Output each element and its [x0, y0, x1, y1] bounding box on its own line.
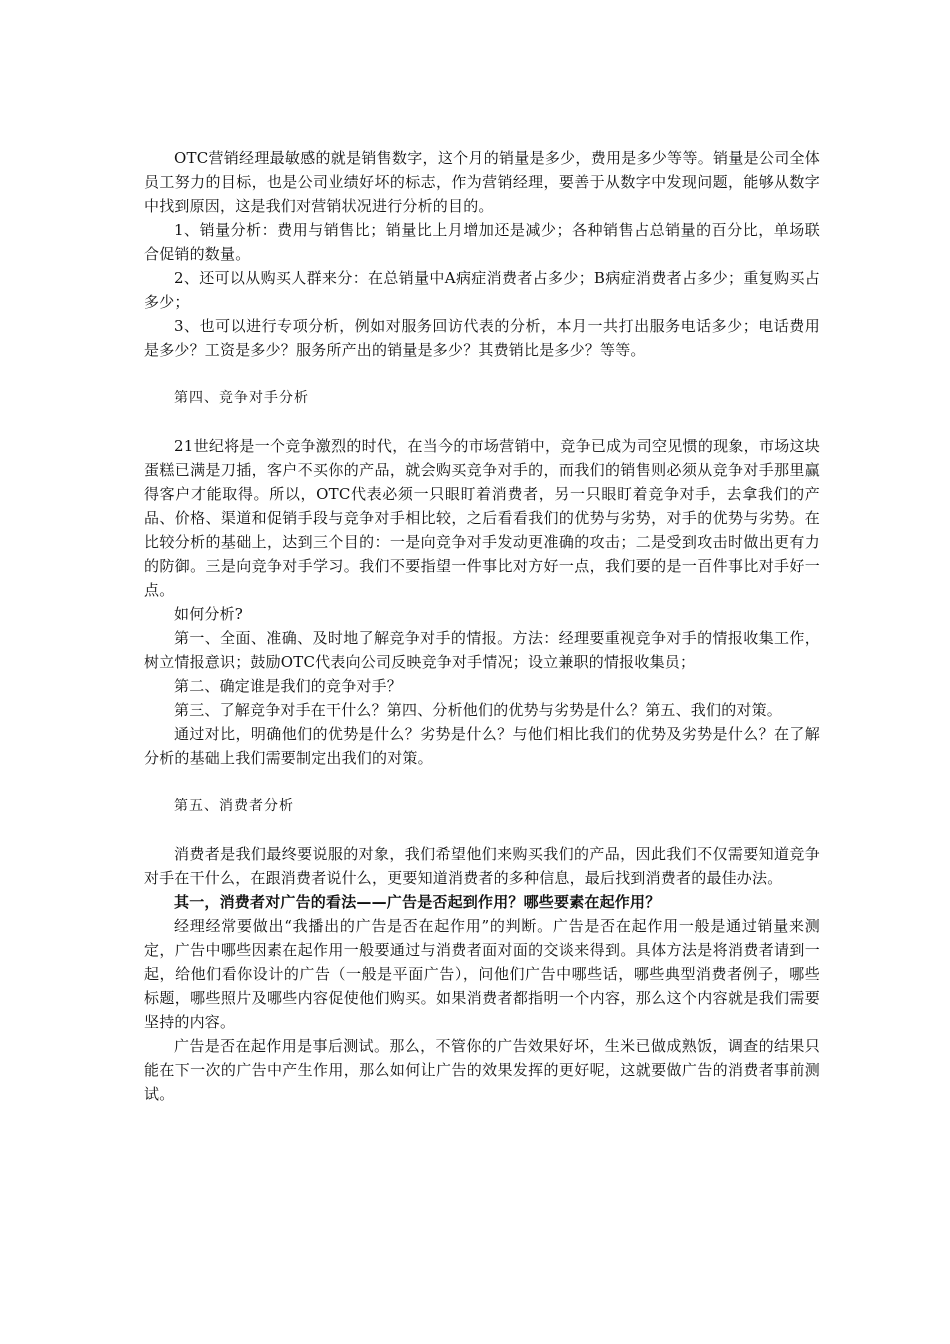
- paragraph: 21世纪将是一个竞争激烈的时代，在当今的市场营销中，竞争已成为司空见惯的现象，市场这块蛋糕已满是刀插，客户不买你的产品，就会购买竞争对手的，而我们的销售则必须从竞争对手那里赢得客户才能取得。所以，OTC代表必须一只眼盯着消费者，另一只眼盯着竞争对手，去拿我们的产品、价格、渠道和促销手段与竞争对手相比较，之后看看我们的优势与劣势，对手的优势与劣势。在比较分析的基础上，达到三个目的：一是向竞争对手发动更准确的攻击；二是受到攻击时做出更有力的防御。三是向竞争对手学习。我们不要指望一件事比对方好一点，我们要的是一百件事比对手好一点。: [144, 437, 820, 599]
- paragraph: 3、也可以进行专项分析，例如对服务回访代表的分析，本月一共打出服务电话多少；电话费用是多少？工资是多少？服务所产出的销量是多少？其费销比是多少？等等。: [144, 317, 820, 359]
- paragraph: 第一、全面、准确、及时地了解竞争对手的情报。方法：经理要重视竞争对手的情报收集工作，树立情报意识；鼓励OTC代表向公司反映竞争对手情况；设立兼职的情报收集员；: [144, 629, 820, 671]
- paragraph: 广告是否在起作用是事后测试。那么，不管你的广告效果好坏，生米已做成熟饭，调查的结果只能在下一次的广告中产生作用，那么如何让广告的效果发挥的更好呢，这就要做广告的消费者事前测试。: [144, 1037, 820, 1103]
- paragraph: 1、销量分析：费用与销售比；销量比上月增加还是减少；各种销售占总销量的百分比，单场联合促销的数量。: [144, 221, 820, 263]
- paragraph: 2、还可以从购买人群来分：在总销量中A病症消费者占多少；B病症消费者占多少；重复购买占多少；: [144, 269, 820, 311]
- paragraph: 如何分析?: [174, 605, 244, 623]
- paragraph: 经理经常要做出“我播出的广告是否在起作用”的判断。广告是否在起作用一般是通过销量来测定，广告中哪些因素在起作用一般要通过与消费者面对面的交谈来得到。具体方法是将消费者请到一起，给他们看你设计的广告（一般是平面广告），问他们广告中哪些话，哪些典型消费者例子，哪些标题，哪些照片及哪些内容促使他们购买。如果消费者都指明一个内容，那么这个内容就是我们需要坚持的内容。: [144, 917, 820, 1031]
- paragraph: 消费者是我们最终要说服的对象，我们希望他们来购买我们的产品，因此我们不仅需要知道竞争对手在干什么，在跟消费者说什么，更要知道消费者的多种信息，最后找到消费者的最佳办法。: [144, 845, 820, 887]
- bold-subheading: 其一，消费者对广告的看法——广告是否起到作用？哪些要素在起作用？: [174, 893, 661, 911]
- paragraph: 通过对比，明确他们的优势是什么？劣势是什么？与他们相比我们的优势及劣势是什么？在了解分析的基础上我们需要制定出我们的对策。: [144, 725, 820, 767]
- paragraph: OTC营销经理最敏感的就是销售数字，这个月的销量是多少，费用是多少等等。销量是公司全体员工努力的目标，也是公司业绩好坏的标志，作为营销经理，要善于从数字中发现问题，能够从数字中找到原因，这是我们对营销状况进行分析的目的。: [144, 149, 820, 215]
- document-page: [144, 146, 820, 1106]
- paragraph: 第三、了解竞争对手在干什么？第四、分析他们的优势与劣势是什么？第五、我们的对策。: [174, 701, 783, 719]
- paragraph: 第二、确定谁是我们的竞争对手？: [174, 677, 403, 695]
- section-heading: 第五、消费者分析: [174, 798, 294, 814]
- section-heading: 第四、竞争对手分析: [174, 390, 309, 406]
